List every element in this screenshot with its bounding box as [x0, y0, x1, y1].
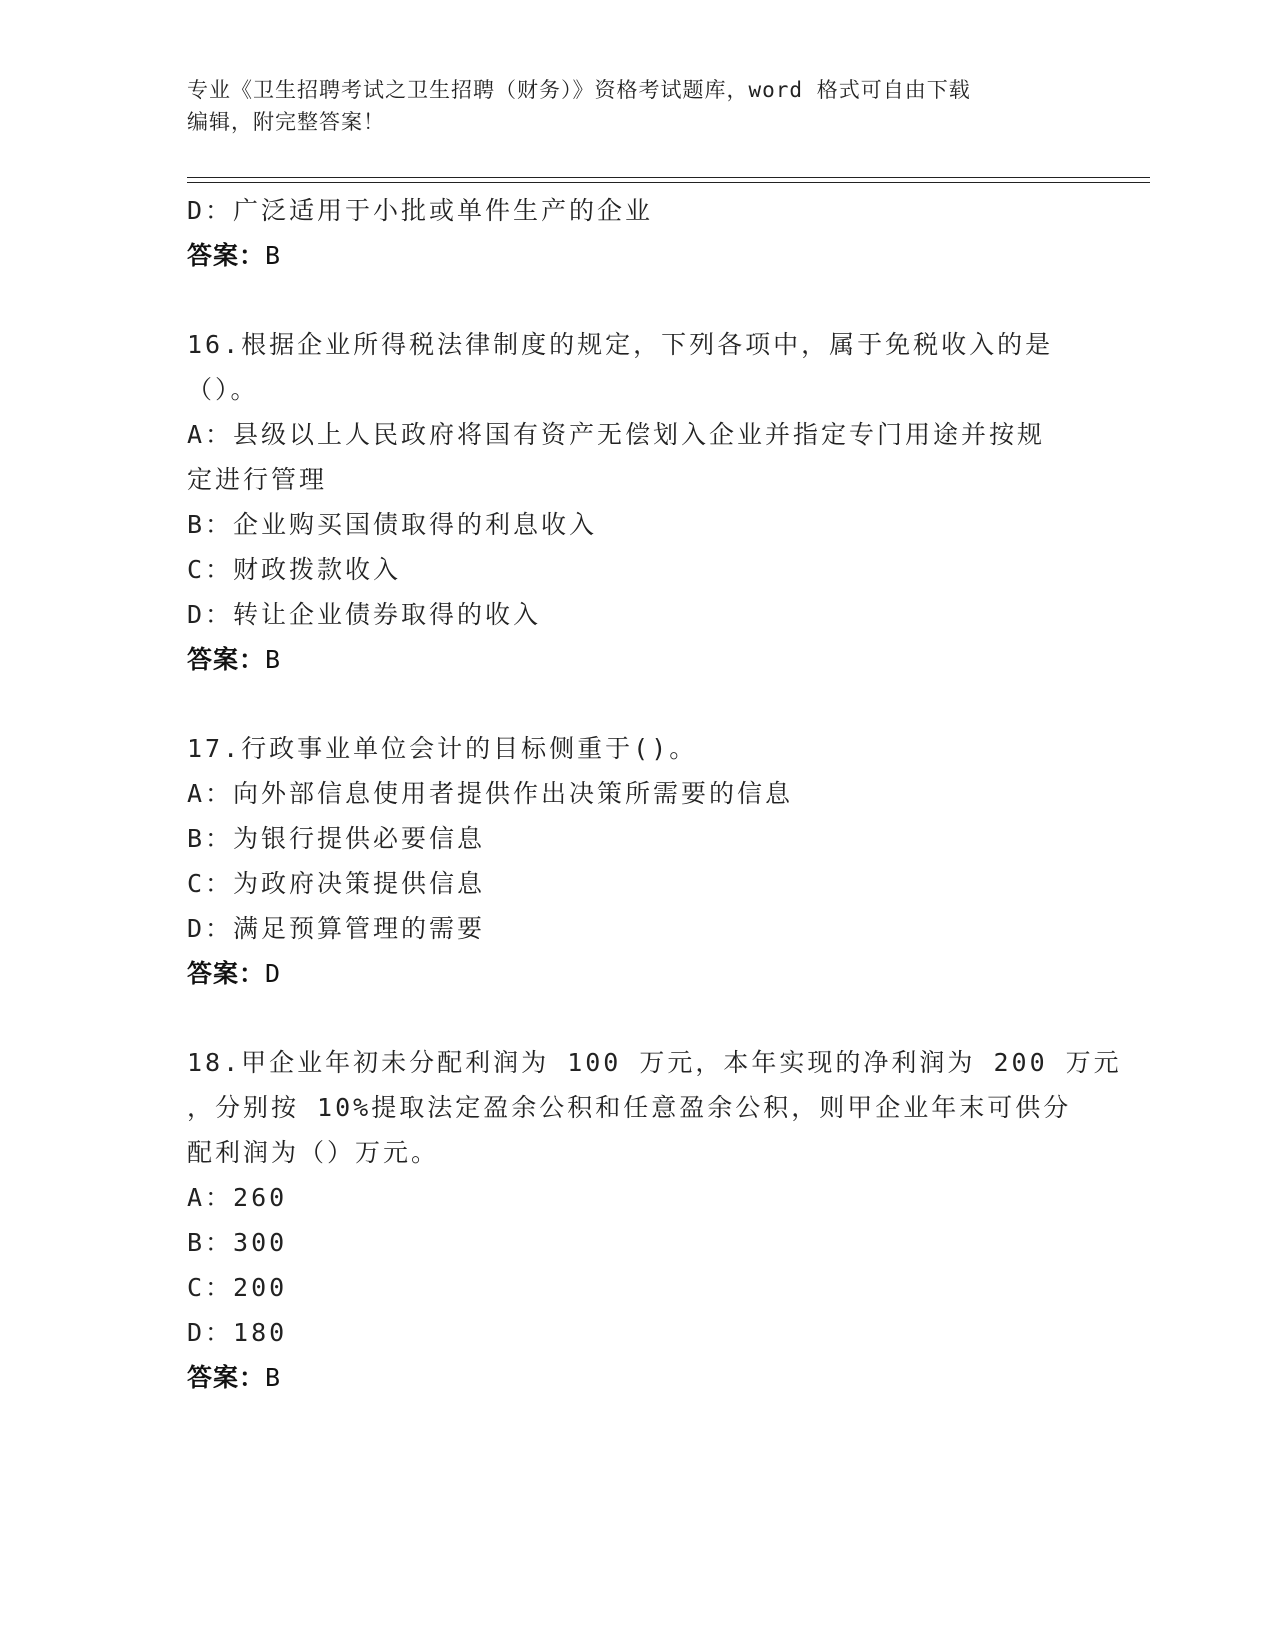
question-18	[187, 1040, 1122, 1400]
question-stem: 17.行政事业单位会计的目标侧重于()。	[187, 734, 698, 763]
option-a-continued: 定进行管理	[187, 465, 328, 494]
answer-label: 答案：	[187, 1363, 266, 1392]
option-d: D：转让企业债券取得的收入	[187, 600, 542, 629]
question-stem-continued: ，分别按 10%提取法定盈余公积和任意盈余公积，则甲企业年末可供分	[187, 1093, 1072, 1122]
header-line-2: 编辑，附完整答案！	[187, 110, 385, 134]
option-b: B：为银行提供必要信息	[187, 824, 486, 853]
option-c: C：为政府决策提供信息	[187, 869, 486, 898]
question-stem: 16.根据企业所得税法律制度的规定，下列各项中，属于免税收入的是	[187, 330, 1054, 359]
answer-line	[187, 637, 1087, 682]
answer-label: 答案：	[187, 959, 266, 988]
answer-value: B	[265, 645, 282, 674]
question-17	[187, 726, 1087, 996]
question-list	[187, 188, 1122, 1400]
question-stem-continued-2: 配利润为（）万元。	[187, 1138, 440, 1167]
option-a: A：260	[187, 1183, 288, 1212]
answer-line	[187, 951, 1087, 996]
option-d: D：满足预算管理的需要	[187, 914, 486, 943]
answer-line	[187, 1355, 1087, 1400]
answer-value: B	[265, 241, 282, 270]
page-header	[187, 74, 1087, 138]
option-d: D：广泛适用于小批或单件生产的企业	[187, 196, 654, 225]
option-a: A：县级以上人民政府将国有资产无偿划入企业并指定专门用途并按规	[187, 420, 1046, 449]
option-a: A：向外部信息使用者提供作出决策所需要的信息	[187, 779, 794, 808]
header-line-1: 专业《卫生招聘考试之卫生招聘（财务）》资格考试题库，word 格式可自由下载	[187, 78, 971, 102]
option-d: D：180	[187, 1318, 288, 1347]
question-15-continuation	[187, 188, 1087, 278]
answer-line	[187, 233, 1087, 278]
question-16	[187, 322, 1087, 682]
option-b: B：300	[187, 1228, 288, 1257]
option-c: C：财政拨款收入	[187, 555, 402, 584]
header-divider-bottom	[187, 182, 1150, 183]
question-stem-continued: （）。	[187, 375, 259, 404]
answer-value: D	[265, 959, 282, 988]
question-stem: 18.甲企业年初未分配利润为 100 万元，本年实现的净利润为 200 万元	[187, 1048, 1122, 1077]
answer-label: 答案：	[187, 645, 266, 674]
answer-value: B	[265, 1363, 282, 1392]
option-c: C：200	[187, 1273, 288, 1302]
option-b: B：企业购买国债取得的利息收入	[187, 510, 598, 539]
answer-label: 答案：	[187, 241, 266, 270]
header-divider-top	[187, 177, 1150, 178]
